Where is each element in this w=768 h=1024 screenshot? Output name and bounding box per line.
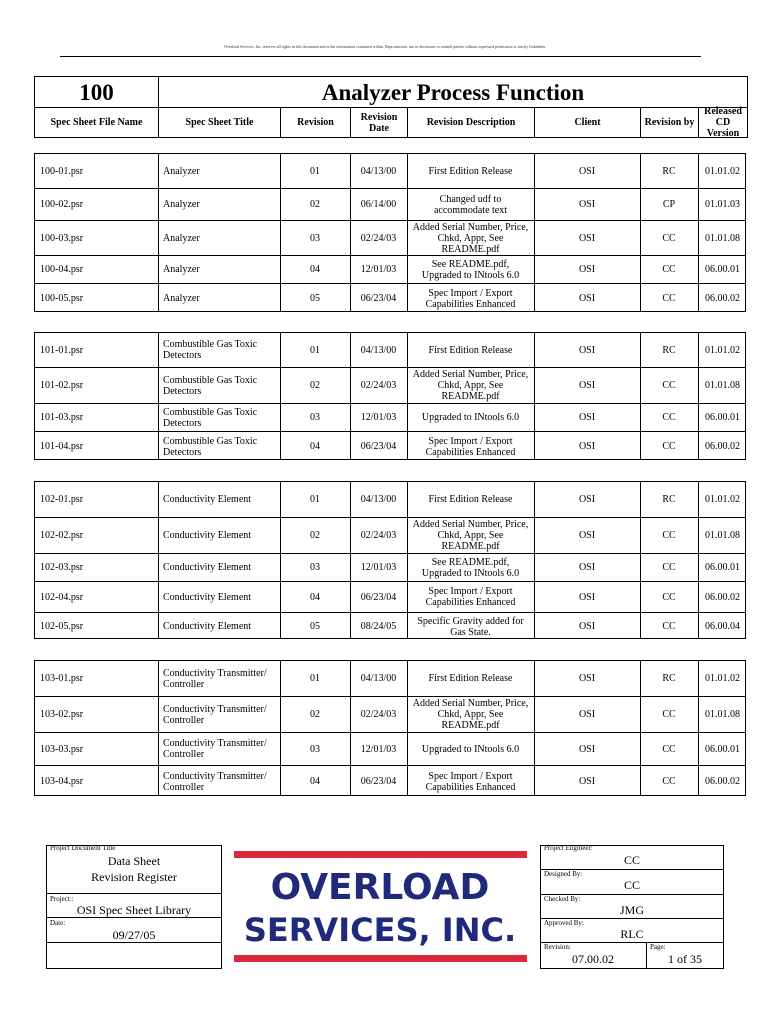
engineer-value: CC [623,853,640,867]
cell-revision-by: CC [662,441,676,452]
divider [46,917,222,918]
cell-client: OSI [578,709,596,720]
cell-cd-version: 01.01.03 [705,199,740,210]
cell-revision-by: CC [662,591,676,603]
cell-revision-date: 06/14/00 [360,199,397,210]
column-header-client: Client [534,107,640,137]
cell-revision-by: CC [662,293,676,304]
logo-line2: SERVICES, INC. [243,911,517,949]
cell-file-name: 100-04.psr [40,264,84,275]
cell-revision-by: RC [662,165,676,177]
cell-description: Added Serial Number, Price, Chkd, Appr, See README.pdf [412,221,529,255]
column-header-revision: Revision [280,107,350,137]
cell-title: Conductivity Transmitter/ Controller [163,770,267,793]
cell-cd-version: 06.00.01 [705,264,740,275]
doc-title-label: Project Document Title [50,844,116,852]
page-label: Page: [650,943,666,951]
cell-revision-date: 06/23/04 [360,441,397,452]
cell-cd-version: 06.00.01 [705,743,740,755]
cell-description: Added Serial Number, Price, Chkd, Appr, See README.pdf [412,698,529,731]
cell-revision: 01 [310,344,320,356]
doc-title-line2: Revision Register [91,870,177,884]
cell-revision-by: RC [662,494,676,505]
cell-revision-by: CC [662,776,676,787]
cell-revision-date: 06/23/04 [360,776,397,787]
cell-revision: 04 [310,776,320,787]
table-row [35,255,745,283]
cell-cd-version: 01.01.08 [705,709,740,720]
cell-file-name: 102-02.psr [40,530,84,541]
cell-revision: 03 [310,562,320,573]
cell-revision-date: 04/13/00 [360,673,397,684]
cell-title: Combustible Gas Toxic Detectors [163,339,258,361]
cell-title: Conductivity Element [163,530,252,541]
project-value: OSI Spec Sheet Library [76,903,192,917]
cell-revision: 02 [310,199,320,210]
cell-revision: 03 [310,412,320,423]
cell-revision-by: CC [662,264,676,275]
cell-revision: 02 [310,530,320,541]
table-row [35,188,745,220]
table-row [35,333,745,367]
cell-client: OSI [578,199,596,210]
table-group [34,332,746,460]
cell-file-name: 103-04.psr [40,776,84,787]
cell-revision-by: CC [662,530,676,541]
cell-cd-version: 01.01.02 [705,673,740,684]
cell-client: OSI [578,412,596,423]
cell-revision: 04 [310,591,320,603]
cell-client: OSI [578,776,596,787]
header-rule [60,56,701,57]
cell-file-name: 102-05.psr [40,621,84,632]
company-logo [234,851,527,962]
cell-client: OSI [578,591,596,603]
cell-cd-version: 01.01.02 [705,344,740,356]
date-label: Date: [50,919,66,927]
register-header [34,76,748,138]
cell-revision: 03 [310,232,320,244]
table-row [35,283,745,313]
table-group [34,481,746,639]
cell-client: OSI [578,743,596,755]
table-row [35,732,745,765]
cell-title: Conductivity Element [163,621,252,632]
cell-revision: 03 [310,743,320,755]
cell-description: Added Serial Number, Price, Chkd, Appr, See README.pdf [412,519,529,552]
table-row [35,553,745,581]
table-group [34,153,746,312]
cell-file-name: 101-01.psr [40,344,84,356]
cell-revision-by: CC [662,621,676,632]
cell-file-name: 100-03.psr [40,232,84,244]
cell-description: First Edition Release [428,673,513,684]
cell-revision-date: 04/13/00 [360,344,397,356]
column-header-description: Revision Description [407,107,534,137]
revision-value: 07.00.02 [572,952,614,966]
rights-notice: Overload Services, Inc. reserves all rights in this document and in the information contained within. Reproduction, use or disclosure to outside parties without expressed permission is strictly forbidden. [224,44,546,49]
cell-cd-version: 06.00.01 [705,412,740,423]
cell-client: OSI [578,530,596,541]
cell-description: Spec Import / Export Capabilities Enhanced [425,770,516,793]
cell-description: Spec Import / Export Capabilities Enhanced [425,586,516,608]
divider [46,942,222,943]
cell-revision-date: 04/13/00 [360,494,397,505]
cell-file-name: 100-05.psr [40,293,84,304]
cell-revision-date: 08/24/05 [360,621,397,632]
cell-client: OSI [578,264,596,275]
cell-revision-by: CC [662,562,676,573]
cell-revision-by: CP [662,199,676,210]
column-header-file-name: Spec Sheet File Name [35,107,158,137]
cell-cd-version: 06.00.02 [705,293,740,304]
cell-title: Conductivity Element [163,591,252,603]
cell-title: Combustible Gas Toxic Detectors [163,435,258,458]
cell-title: Analyzer [163,232,200,244]
cell-file-name: 102-01.psr [40,494,84,505]
column-header-revision-by: Revision by [640,107,698,137]
cell-client: OSI [578,494,596,505]
table-row [35,517,745,553]
cell-client: OSI [578,344,596,356]
cell-client: OSI [578,441,596,452]
cell-revision: 01 [310,494,320,505]
cell-description: First Edition Release [428,165,513,177]
cell-description: Spec Import / Export Capabilities Enhanced [425,287,516,310]
cell-description: First Edition Release [428,344,513,356]
cell-file-name: 103-03.psr [40,743,84,755]
cell-revision-date: 02/24/03 [360,380,397,391]
revision-label: Revision: [544,943,571,951]
approved-label: Approved By: [544,919,584,927]
cell-description: See README.pdf, Upgraded to INtools 6.0 [421,258,520,281]
cell-cd-version: 01.01.02 [705,165,740,177]
cell-cd-version: 06.00.02 [705,441,740,452]
checked-value: JMG [619,903,644,917]
cell-description: Changed udf to accommodate text [433,193,508,216]
cell-revision-date: 02/24/03 [360,232,397,244]
cell-client: OSI [578,165,596,177]
cell-client: OSI [578,232,596,244]
designed-label: Designed By: [544,870,583,878]
cell-client: OSI [578,621,596,632]
cell-revision: 04 [310,264,320,275]
cell-cd-version: 06.00.01 [705,562,740,573]
cell-client: OSI [578,673,596,684]
cell-title: Conductivity Transmitter/ Controller [163,703,267,726]
cell-revision: 05 [310,293,320,304]
cell-client: OSI [578,380,596,391]
checked-label: Checked By: [544,895,581,903]
cell-client: OSI [578,293,596,304]
column-header-cd-version: Released CD Version [698,107,747,137]
table-row [35,431,745,461]
date-value: 09/27/05 [112,928,156,942]
cell-file-name: 101-04.psr [40,441,84,452]
table-row [35,220,745,255]
divider [46,893,222,894]
cell-revision: 01 [310,673,320,684]
cell-description: Specific Gravity added for Gas State. [417,615,524,638]
cell-title: Combustible Gas Toxic Detectors [163,374,258,397]
cell-title: Conductivity Transmitter/ Controller [163,738,267,760]
cell-revision-by: CC [662,380,676,391]
cell-file-name: 103-01.psr [40,673,84,684]
column-header-title: Spec Sheet Title [158,107,280,137]
cell-revision-date: 02/24/03 [360,709,397,720]
cell-cd-version: 06.00.02 [705,591,740,603]
cell-revision: 01 [310,165,320,177]
cell-revision-by: RC [662,344,676,356]
cell-revision-by: CC [662,709,676,720]
cell-file-name: 101-03.psr [40,412,84,423]
cell-file-name: 102-03.psr [40,562,84,573]
cell-cd-version: 01.01.08 [705,380,740,391]
cell-title: Conductivity Transmitter/ Controller [163,667,267,690]
cell-file-name: 102-04.psr [40,591,84,603]
cell-revision-date: 12/01/03 [360,562,397,573]
cell-revision-date: 04/13/00 [360,165,397,177]
cell-revision-by: CC [662,232,676,244]
cell-file-name: 100-02.psr [40,199,84,210]
engineer-label: Project Engineer: [544,844,593,852]
cell-revision: 02 [310,709,320,720]
cell-file-name: 100-01.psr [40,165,84,177]
cell-title: Conductivity Element [163,494,252,505]
cell-revision: 02 [310,380,320,391]
cell-title: Analyzer [163,165,200,177]
designed-value: CC [623,878,640,892]
table-row [35,154,745,188]
cell-cd-version: 01.01.08 [705,232,740,244]
cell-cd-version: 01.01.02 [705,494,740,505]
project-label: Project:: [50,895,74,903]
cell-revision-date: 12/01/03 [360,743,397,755]
cell-revision-date: 12/01/03 [360,412,397,423]
cell-revision-date: 02/24/03 [360,530,397,541]
cell-title: Analyzer [163,199,200,210]
cell-client: OSI [578,562,596,573]
cell-description: Added Serial Number, Price, Chkd, Appr, See README.pdf [412,369,529,402]
cell-revision-by: RC [662,673,676,684]
cell-description: Upgraded to INtools 6.0 [421,743,520,755]
approved-value: RLC [620,927,644,941]
page-value: 1 of 35 [668,952,702,966]
table-row [35,403,745,431]
table-row [35,765,745,797]
cell-title: Combustible Gas Toxic Detectors [163,406,258,429]
table-row [35,661,745,696]
section-number: 100 [35,77,159,107]
table-row [35,581,745,612]
cell-cd-version: 06.00.02 [705,776,740,787]
doc-title-line1: Data Sheet [107,854,161,868]
table-group [34,660,746,796]
cell-cd-version: 06.00.04 [705,621,740,632]
cell-title: Conductivity Element [163,562,252,573]
cell-file-name: 103-02.psr [40,709,84,720]
cell-revision-by: CC [662,412,676,423]
section-title: Analyzer Process Function [321,80,585,105]
cell-title: Analyzer [163,293,200,304]
cell-revision-date: 06/23/04 [360,591,397,603]
cell-file-name: 101-02.psr [40,380,84,391]
cell-revision-by: CC [662,743,676,755]
table-row [35,367,745,403]
cell-cd-version: 01.01.08 [705,530,740,541]
cell-revision: 05 [310,621,320,632]
logo-line1: OVERLOAD [270,867,490,908]
cell-description: Upgraded to INtools 6.0 [421,412,520,423]
cell-description: See README.pdf, Upgraded to INtools 6.0 [421,556,520,579]
table-row [35,612,745,640]
cell-revision: 04 [310,441,320,452]
table-row [35,482,745,517]
cell-description: First Edition Release [428,494,513,505]
column-header-revision-date: Revision Date [350,107,407,137]
cell-revision-date: 12/01/03 [360,264,397,275]
cell-title: Analyzer [163,264,200,275]
cell-description: Spec Import / Export Capabilities Enhanced [425,435,516,458]
cell-revision-date: 06/23/04 [360,293,397,304]
table-row [35,696,745,732]
